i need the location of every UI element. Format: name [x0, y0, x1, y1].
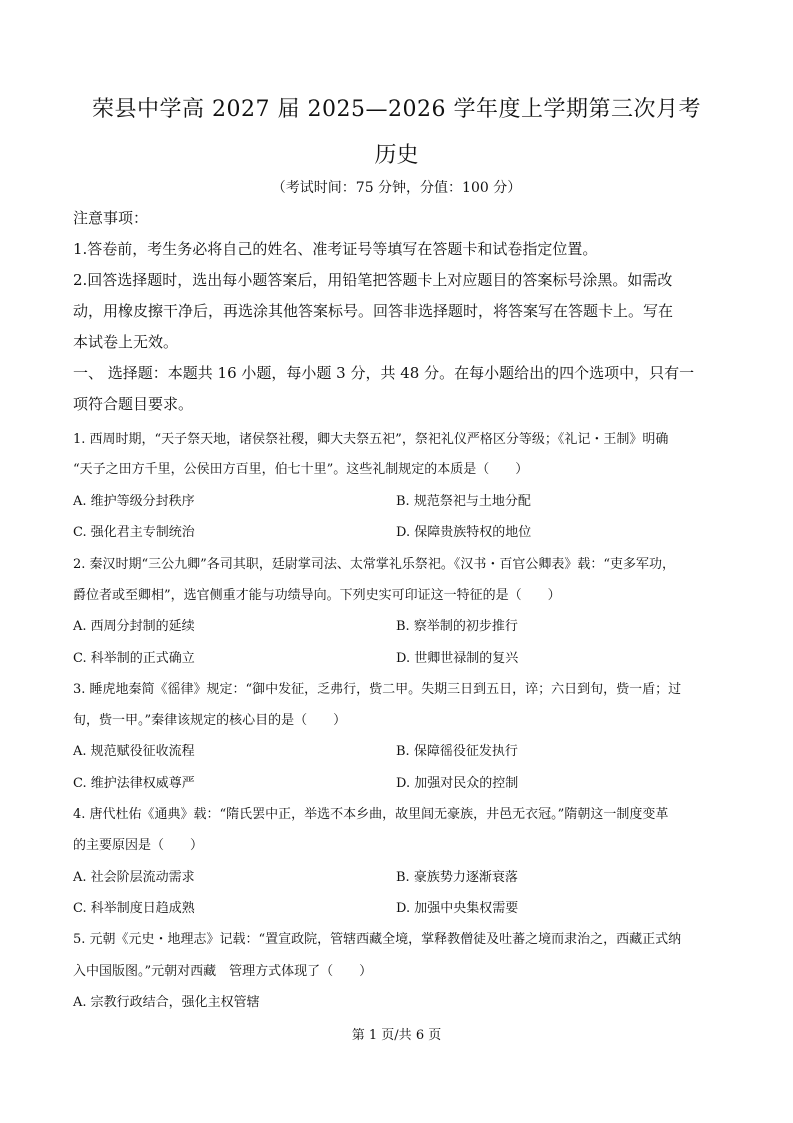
question-3-option-c: C. 维护法律权威尊严: [73, 776, 195, 791]
question-2-option-d: D. 世卿世禄制的复兴: [396, 651, 519, 666]
question-2-option-c: C. 科举制的正式确立: [73, 651, 195, 666]
question-2-option-a: A. 西周分封制的延续: [73, 619, 195, 634]
question-2-line-1: 2. 秦汉时期“三公九卿”各司其职，廷尉掌司法、太常掌礼乐祭祀。《汉书・百官公卿表》载：“吏多军功，: [73, 557, 675, 572]
question-1-line-1: 1. 西周时期，“天子祭天地，诸侯祭社稷，卿大夫祭五祀”，祭祀礼仪严格区分等级；《礼记・王制》明确: [73, 432, 669, 447]
question-3-option-d: D. 加强对民众的控制: [396, 776, 519, 791]
question-4-option-a: A. 社会阶层流动需求: [73, 870, 195, 885]
notice-item-2-line-1: 2.回答选择题时，选出每小题答案后，用铅笔把答题卡上对应题目的答案标号涂黑。如需改: [73, 271, 673, 289]
question-3-line-1: 3. 睡虎地秦简《徭律》规定：“御中发征，乏弗行，赀二甲。失期三日到五日，谇；六日到旬，赀一盾；过: [73, 682, 682, 697]
notice-item-1: 1.答卷前，考生务必将自己的姓名、准考证号等填写在答题卡和试卷指定位置。: [73, 240, 598, 258]
subject-title: 历史: [374, 143, 419, 168]
question-1-option-a: A. 维护等级分封秩序: [73, 494, 195, 509]
question-1-option-b: B. 规范祭祀与土地分配: [396, 494, 531, 509]
question-5-line-2: 入中国版图。”元朝对西藏 管理方式体现了（ ）: [73, 964, 373, 979]
page-number: 第 1 页/共 6 页: [351, 1028, 442, 1043]
question-4-option-c: C. 科举制度日趋成熟: [73, 901, 195, 916]
question-4-line-2: 的主要原因是（ ）: [73, 838, 204, 853]
notice-item-2-line-3: 本试卷上无效。: [73, 333, 179, 351]
question-4-line-1: 4. 唐代杜佑《通典》载：“隋氏罢中正，举选不本乡曲，故里闾无豪族，井邑无衣冠。”隋朝这一制度变革: [73, 807, 669, 822]
notice-heading: 注意事项：: [73, 209, 149, 227]
question-3-line-2: 旬，赀一甲。”秦律该规定的核心目的是（ ）: [73, 713, 347, 728]
question-5-option-a: A. 宗教行政结合，强化主权管辖: [73, 995, 260, 1010]
question-2-line-2: 爵位者或至卿相”，选官侧重才能与功绩导向。下列史实可印证这一特征的是（ ）: [73, 588, 561, 603]
question-1-option-d: D. 保障贵族特权的地位: [396, 525, 532, 540]
question-2-option-b: B. 察举制的初步推行: [396, 619, 518, 634]
section-heading-line-2: 项符合题目要求。: [73, 395, 194, 413]
question-5-line-1: 5. 元朝《元史・地理志》记载：“置宣政院，管辖西藏全境，掌释教僧徒及吐蕃之境而隶治之，西藏正式纳: [73, 932, 682, 947]
section-heading-line-1: 一、 选择题：本题共 16 小题，每小题 3 分，共 48 分。在每小题给出的四个选项中，只有一: [73, 364, 695, 382]
question-1-option-c: C. 强化君主专制统治: [73, 525, 195, 540]
question-4-option-d: D. 加强中央集权需要: [396, 901, 519, 916]
exam-info: （考试时间：75 分钟，分值：100 分）: [271, 180, 522, 196]
question-4-option-b: B. 豪族势力逐渐衰落: [396, 870, 518, 885]
question-3-option-b: B. 保障徭役征发执行: [396, 744, 518, 759]
question-3-option-a: A. 规范赋役征收流程: [73, 744, 195, 759]
question-1-line-2: “天子之田方千里，公侯田方百里，伯七十里”。这些礼制规定的本质是（ ）: [73, 462, 529, 477]
notice-item-2-line-2: 动，用橡皮擦干净后，再选涂其他答案标号。回答非选择题时，将答案写在答题卡上。写在: [73, 302, 674, 320]
exam-title: 荣县中学高 2027 届 2025—2026 学年度上学期第三次月考: [92, 97, 701, 122]
